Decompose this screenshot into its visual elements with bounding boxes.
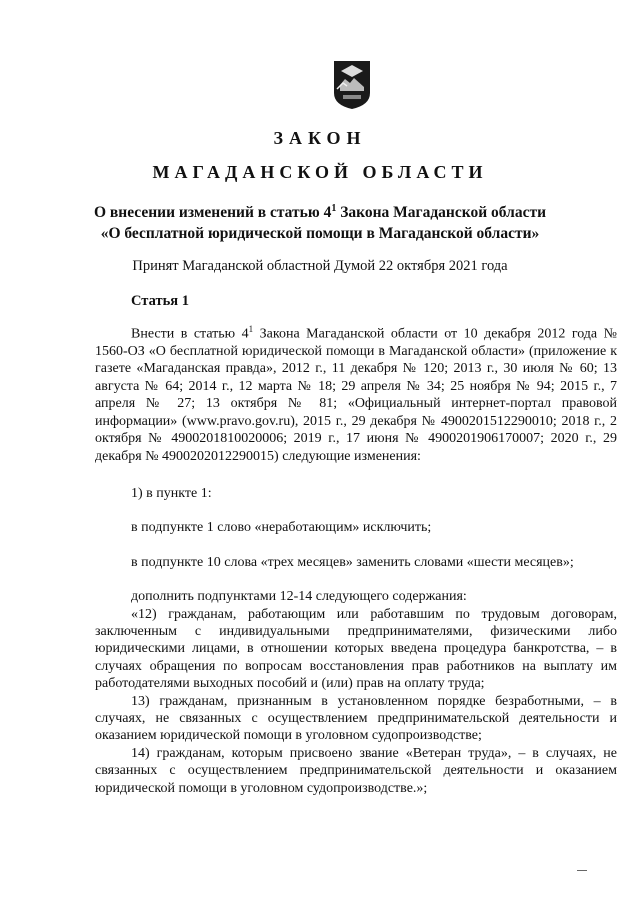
article-heading: Статья 1 [131, 293, 189, 309]
coat-of-arms-icon [331, 59, 373, 111]
subitem-add: дополнить подпунктами 12-14 следующего содержания: [131, 589, 467, 605]
item-1: 1) в пункте 1: [131, 485, 212, 501]
paragraph-12: «12) гражданам, работающим или работавшим по трудовым договорам, заключенным с индивидуальными предпринимателями, физическими либо юридическими лицами, в отношении которых введена процедура банкротства, – в случаях обращения по вопросам восстановления прав работников на выплату им работодателями выходных пособий и (или) прав на оплату труда; [95, 606, 617, 692]
paragraph-13: 13) гражданам, признанным в установленном порядке безработными, – в случаях, не связанных с осуществлением предпринимательской деятельности и оказанием юридической помощи в уголовном судопроизводстве; [95, 693, 617, 744]
subject-line-1: О внесении изменений в статью $4^1$ Закона Магаданской области [93, 203, 547, 222]
subject-line-2: «О бесплатной юридической помощи в Магаданской области» [100, 225, 540, 243]
page-mark [577, 870, 587, 871]
law-subject [0, 198, 640, 244]
region-title: МАГАДАНСКОЙ ОБЛАСТИ [152, 162, 488, 182]
article-body [95, 321, 617, 797]
subitem-10: в подпункте 10 слова «трех месяцев» заменить словами «шести месяцев»; [131, 554, 574, 570]
paragraph-14: 14) гражданам, которым присвоено звание «Ветеран труда», – в случаях, не связанных с осуществлением предпринимательской деятельности и оказанием юридической помощи в уголовном судопроизводстве.»; [95, 745, 617, 796]
adoption-date: Принят Магаданской областной Думой 22 октября 2021 года [132, 258, 508, 274]
subitem-1: в подпункте 1 слово «неработающим» исключить; [131, 520, 432, 536]
intro-paragraph: Внести в статью $4^1$ Закона Магаданской области от 10 декабря 2012 года № 1560-ОЗ «О бесплатной юридической помощи в Магаданской области» (приложение к газете «Магаданская правда», 2012 г., 11 декабря № 120; 2013 г., 30 июля № 60; 13 августа № 64; 2014 г., 12 марта № 18; 29 апреля № 34; 25 ноября № 94; 2015 г., 7 апреля № 27; 13 октября № 81; «Официальный интернет-портал правовой информации» (www.pravo.gov.ru), 2015 г., 29 декабря № 4900201512290010; 2018 г., 2 октября № 4900201810020006; 2019 г., 17 июня № 4900201906170007; 2020 г., 29 декабря № 4900202012290015) следующие изменения: [95, 324, 617, 464]
law-title: ЗАКОН [273, 128, 367, 148]
